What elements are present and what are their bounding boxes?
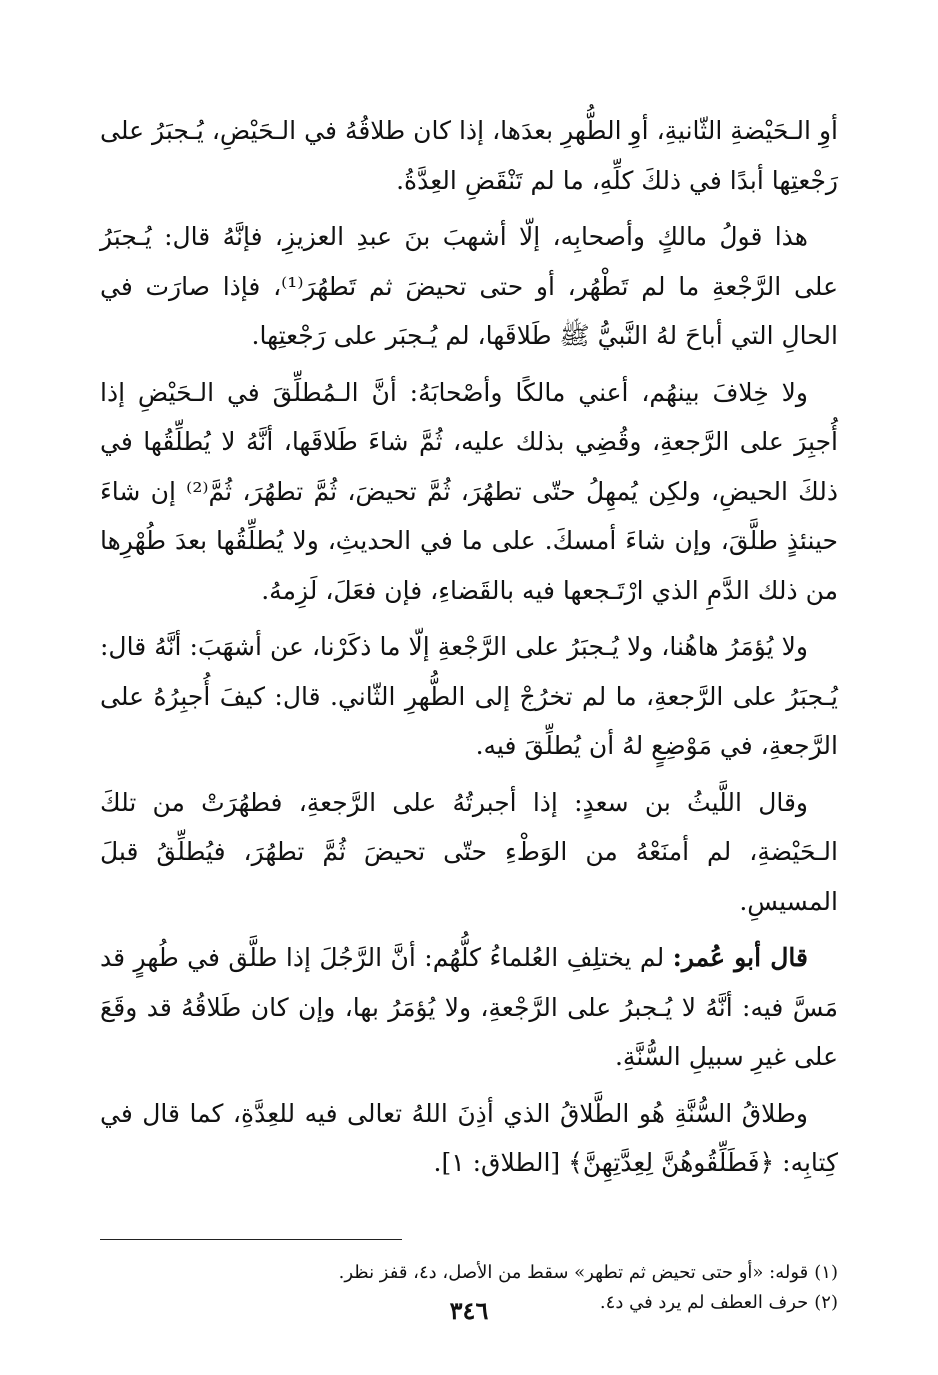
footnote-1-number: (١) xyxy=(814,1261,838,1283)
paragraph-3: ولا خِلافَ بينهُم، أعني مالكًا وأصْحابَهُ: أنَّ الـمُطلِّقَ في الـحَيْضِ إذا أُجبِرَ على الرَّجعةِ، وقُضِي بذلك عليه، ثُمَّ شاءَ طَلاقَها، أنَّهُ لا يُطلِّقُها في ذلكَ الحيضِ، ولكِن يُمهِلُ حتّى تطهُرَ، ثُمَّ تحيضَ، ثُمَّ تطهُرَ، ثُمَّ⁽²⁾ إن شاءَ حينئذٍ طلَّقَ، وإن شاءَ أمسكَ. على ما في الحديثِ، ولا يُطلِّقُها بعدَ طُهْرِها من ذلك الدَّمِ الذي ارْتَـجعها فيه بالقَضاءِ، فإن فعَلَ، لَزِمهُ. xyxy=(100,377,838,605)
footnote-2-text: حرف العطف لم يرد في د٤. xyxy=(599,1291,809,1313)
abu-umar-lead: قال أبو عُمر: xyxy=(672,943,808,972)
abu-umar-text: لم يختلِفِ العُلماءُ كلُّهُم: أنَّ الرَّجُلَ إذا طلَّق في طُهرٍ قد مَسَّ فيه: أنَّهُ لا يُـجبرُ على الرَّجْعةِ، ولا يُؤمَرُ بها، وإن كان طَلاقُهُ قد وقَعَ على غيرِ سبيلِ السُّنَّةِ. xyxy=(100,943,838,1071)
footnote-1 xyxy=(100,1258,838,1288)
footnote-separator xyxy=(100,1239,402,1240)
footnote-rule-wrap xyxy=(100,1195,838,1258)
paragraph-4: ولا يُؤمَرُ هاهُنا، ولا يُـجبَرُ على الرَّجْعةِ إلّا ما ذكَرْنا، عن أشهَبَ: أنَّهُ قال: يُـجبَرُ على الرَّجعةِ، ما لم تخرُجْ إلى الطُّهرِ الثّاني. قال: كيفَ أُجبِرُهُ على الرَّجعةِ، في مَوْضِعٍ لهُ أن يُطلِّقَ فيه. xyxy=(100,632,838,760)
paragraph-last: وطلاقُ السُّنَّةِ هُو الطَّلاقُ الذي أذِنَ اللهُ تعالى فيه للعِدَّةِ، كما قال في كِتابِه: ﴿فَطَلِّقُوهُنَّ لِعِدَّتِهِنَّ﴾ [الطلاق: ١]. xyxy=(100,1098,838,1177)
paragraph-1: أوِ الـحَيْضةِ الثّانيةِ، أوِ الطُّهرِ بعدَها، إذا كان طلاقُهُ في الـحَيْضِ، يُـجبَرُ على رَجْعتِها أبدًا في ذلكَ كلِّهِ، ما لم تَنْقَضِ العِدَّةُ. xyxy=(100,116,838,195)
paragraph-5: وقال اللَّيثُ بن سعدٍ: إذا أجبرتُهُ على الرَّجعةِ، فطهُرَتْ من تلكَ الـحَيْضةِ، لم أمنَعْهُ من الوَطْءِ حتّى تحيضَ ثُمَّ تطهُرَ، فيُطلِّقُ قبلَ المسيسِ. xyxy=(100,787,838,916)
paragraph-abu-umar xyxy=(100,933,838,1082)
page-number: ٣٤٦ xyxy=(449,1296,489,1325)
footnote-2-number: (٢) xyxy=(814,1291,838,1313)
paragraph-2: هذا قولُ مالكٍ وأصحابِه، إلّا أشهبَ بنَ عبدِ العزيزِ، فإنَّهُ قال: يُـجبَرُ على الرَّجْعةِ ما لم تَطْهُر، أو حتى تحيضَ ثم تَطهُرَ⁽¹⁾، فإذا صارَت في الحالِ التي أباحَ لهُ النَّبيُّ ﷺ طَلاقَها، لم يُـجبَر على رَجْعتِها. xyxy=(100,222,838,350)
footnote-1-text: قوله: «أو حتى تحيض ثم تطهر» سقط من الأصل، د٤، قفز نظر. xyxy=(338,1261,809,1283)
